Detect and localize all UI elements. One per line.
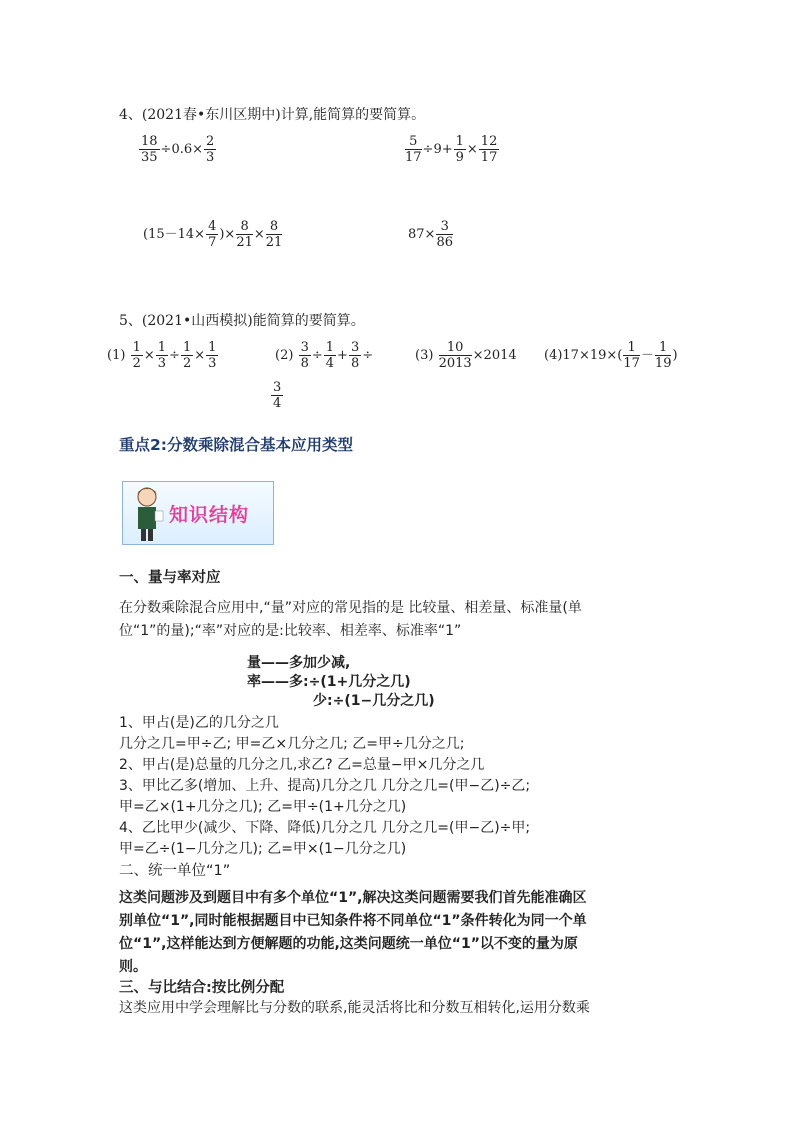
student-icon [125, 483, 169, 543]
heading-1: 一、量与率对应 [119, 570, 221, 586]
heading-2: 二、统一单位“1” [119, 863, 231, 879]
q5-part-3: (3) $\frac{10}{2013}$ ×2014 [415, 340, 517, 371]
line-4: 3、甲比乙多(增加、上升、提高)几分之几 几分之几=(甲−乙)÷乙; [119, 778, 531, 794]
q4-expr-4: 87× $\frac{3}{86}$ [408, 219, 453, 250]
line-5: 甲=乙×(1+几分之几); 乙=甲÷(1+几分之几) [119, 799, 407, 815]
line-6: 4、乙比甲少(减少、下降、降低)几分之几 几分之几=(甲−乙)÷甲; [119, 820, 531, 836]
line-1: 1、甲占(是)乙的几分之几 [119, 715, 279, 731]
q5-title: 5、(2021•山西模拟)能简算的要简算。 [119, 313, 365, 329]
heading-3: 三、与比结合:按比例分配 [119, 980, 285, 996]
q5-part-2: (2) $\frac{3}{8}$ ÷ $\frac{1}{4}$ + $\frac{3}{8}$ ÷ [275, 340, 374, 371]
line-7: 甲=乙÷(1−几分之几); 乙=甲×(1−几分之几) [119, 841, 407, 857]
bold-line-4: 则。 [119, 959, 147, 975]
line-3: 2、甲占(是)总量的几分之几,求乙? 乙=总量−甲×几分之几 [119, 757, 485, 773]
q5-part-4: (4)17×19×( $\frac{1}{17}$ － $\frac{1}{19}$ ) [544, 340, 678, 371]
q4-title: 4、(2021春•东川区期中)计算,能简算的要简算。 [119, 107, 426, 123]
bold-line-1: 这类问题涉及到题目中有多个单位“1”,解决这类问题需要我们首先能准确区 [119, 890, 587, 906]
rule-line-3: 少:÷(1−几分之几) [313, 693, 435, 709]
knowledge-banner [122, 481, 274, 545]
q4-expr-1: $\frac{18}{35}$ ÷0.6× $\frac{2}{3}$ [141, 134, 215, 165]
q4-expr-2: $\frac{5}{17}$ ÷9+ $\frac{1}{9}$ × $\frac{12}{17}$ [405, 134, 498, 165]
rule-line-1: 量——多加少减, [247, 655, 351, 671]
intro-line-2: 位“1”的量);“率”对应的是:比较率、相差率、标准率“1” [119, 623, 462, 639]
rule-line-2: 率——多:÷(1+几分之几) [247, 674, 411, 690]
last-line: 这类应用中学会理解比与分数的联系,能灵活将比和分数互相转化,运用分数乘 [119, 1000, 590, 1016]
bold-line-2: 别单位“1”,同时能根据题目中已知条件将不同单位“1”条件转化为同一个单 [119, 913, 587, 929]
section-title: 重点2:分数乘除混合基本应用类型 [119, 436, 353, 454]
q4-expr-3: (15－14× $\frac{4}{7}$ )× $\frac{8}{21}$ × $\frac{8}{21}$ [143, 219, 283, 250]
q5-part-2-tail: $\frac{3}{4}$ [273, 380, 282, 411]
q5-part-1: (1) $\frac{1}{2}$ × $\frac{1}{3}$ ÷ $\frac{1}{2}$ × $\frac{1}{3}$ [107, 340, 217, 371]
banner-label: 知识结构 [169, 504, 250, 526]
bold-line-3: 位“1”,这样能达到方便解题的功能,这类问题统一单位“1”以不变的量为原 [119, 936, 578, 952]
line-2: 几分之几=甲÷乙; 甲=乙×几分之几; 乙=甲÷几分之几; [119, 736, 465, 752]
intro-line-1: 在分数乘除混合应用中,“量”对应的常见指的是 比较量、相差量、标准量(单 [119, 600, 582, 616]
